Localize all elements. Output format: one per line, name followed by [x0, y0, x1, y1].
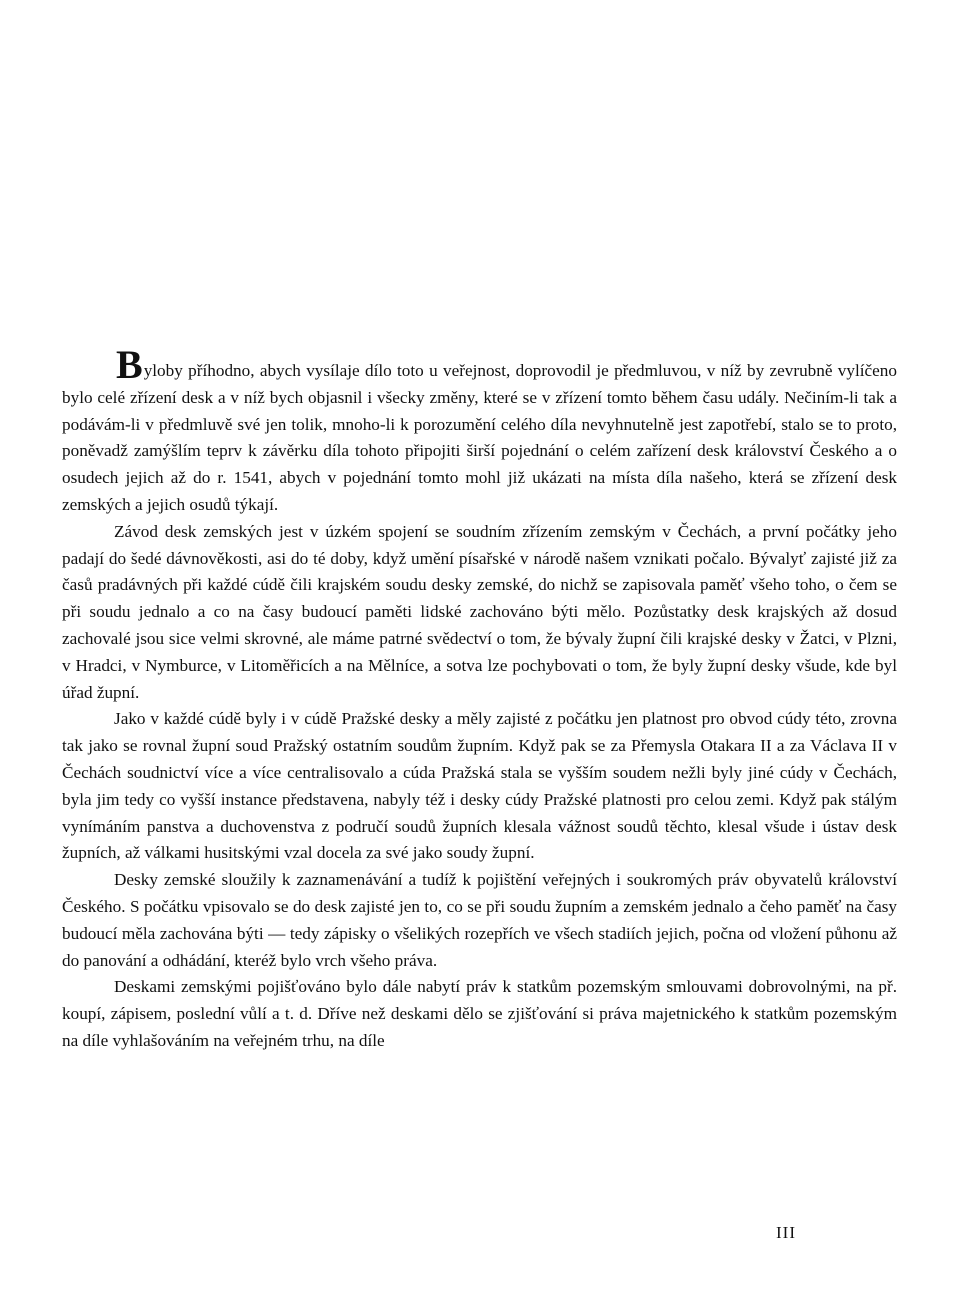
paragraph-5: Deskami zemskými pojišťováno bylo dále nabytí práv k statkům pozemským smlouvami dobrovolnými, na př. koupí, zápisem, poslední vůlí a t. d. Dříve než deskami dělo se zjišťování si práva majetnického k statkům pozemským na díle vyhlašováním na veřejném trhu, na díle [62, 977, 897, 1050]
paragraph-2: Závod desk zemských jest v úzkém spojení se soudním zřízením zemským v Čechách, a první počátky jeho padají do šedé dávnověkosti, asi do té doby, když umění písařské v národě našem vznikati počalo. Bývalyť zajisté již za časů pradávných při každé cúdě čili krajském soudu desky zemské, do nichž se zapisovala paměť všeho toho, o čem se při soudu jednalo a co na časy budoucí paměti lidské zachováno býti mělo. Pozůstatky desk krajských až dosud zachovalé jsou sice velmi skrovné, ale máme patrné svědectví o tom, že bývaly župní čili krajské desky v Žatci, v Plzni, v Hradci, v Nymburce, v Litoměřicích a na Mělníce, a sotva lze pochybovati o tom, že byly župní desky všude, kde byl úřad župní. [62, 521, 897, 702]
body-text [62, 342, 897, 1055]
paragraph-1-text: yloby příhodno, abych vysílaje dílo toto u veřejnost, doprovodil je předmluvou, v níž by zevrubně vylíčeno bylo celé zřízení desk a v níž bych objasnil i všecky změny, které se v zřízení tomto během času udály. Nečiním-li tak a podávám-li v předmluvě své jen tolik, mnoho-li k porozumění celého díla nevyhnutelně jest zapotřebí, stalo se to proto, poněvadž zamýšlím teprv k závěrku díla tohoto připojiti širší pojednání o celém zařízení desk království Českého a o osudech jejich až do r. 1541, abych v pojednání tomto mohl již ukázati na místa díla našeho, která se zřízení desk zemských a jejich osudů týkají. [62, 361, 897, 514]
drop-cap-initial: B [116, 342, 143, 387]
paragraph-4: Desky zemské sloužily k zaznamenávání a tudíž k pojištění veřejných i soukromých práv obyvatelů království Českého. S počátku vpisovalo se do desk zajisté jen to, co se při soudu župním a zemském jednalo a čeho paměť na časy budoucí měla zachována býti — tedy zápisky o všelikých rozepřích ve všech stadiích jejich, počna od vložení půhonu až do panování a odhádání, kteréž bylo vrch všeho práva. [62, 870, 897, 970]
page-number: III [776, 1223, 796, 1242]
paragraph-1 [62, 342, 897, 519]
paragraph-3: Jako v každé cúdě byly i v cúdě Pražské desky a měly zajisté z počátku jen platnost pro obvod cúdy této, zrovna tak jako se rovnal župní soud Pražský ostatním soudům župním. Když pak se za Přemysla Otakara II a za Václava II v Čechách soudnictví více a více centralisovalo a cúda Pražská stala se vyšším soudem nežli byly jiné cúdy v Čechách, byla jim tedy co vyšší instance představena, nabyly též i desky cúdy Pražské platnosti pro celou zemi. Když pak stálým vynímáním panstva a duchovenstva z područí soudů župních klesala vážnost soudů těchto, klesal všude i ústav desk župních, až válkami husitskými vzal docela za své jako soudy župní. [62, 709, 897, 863]
